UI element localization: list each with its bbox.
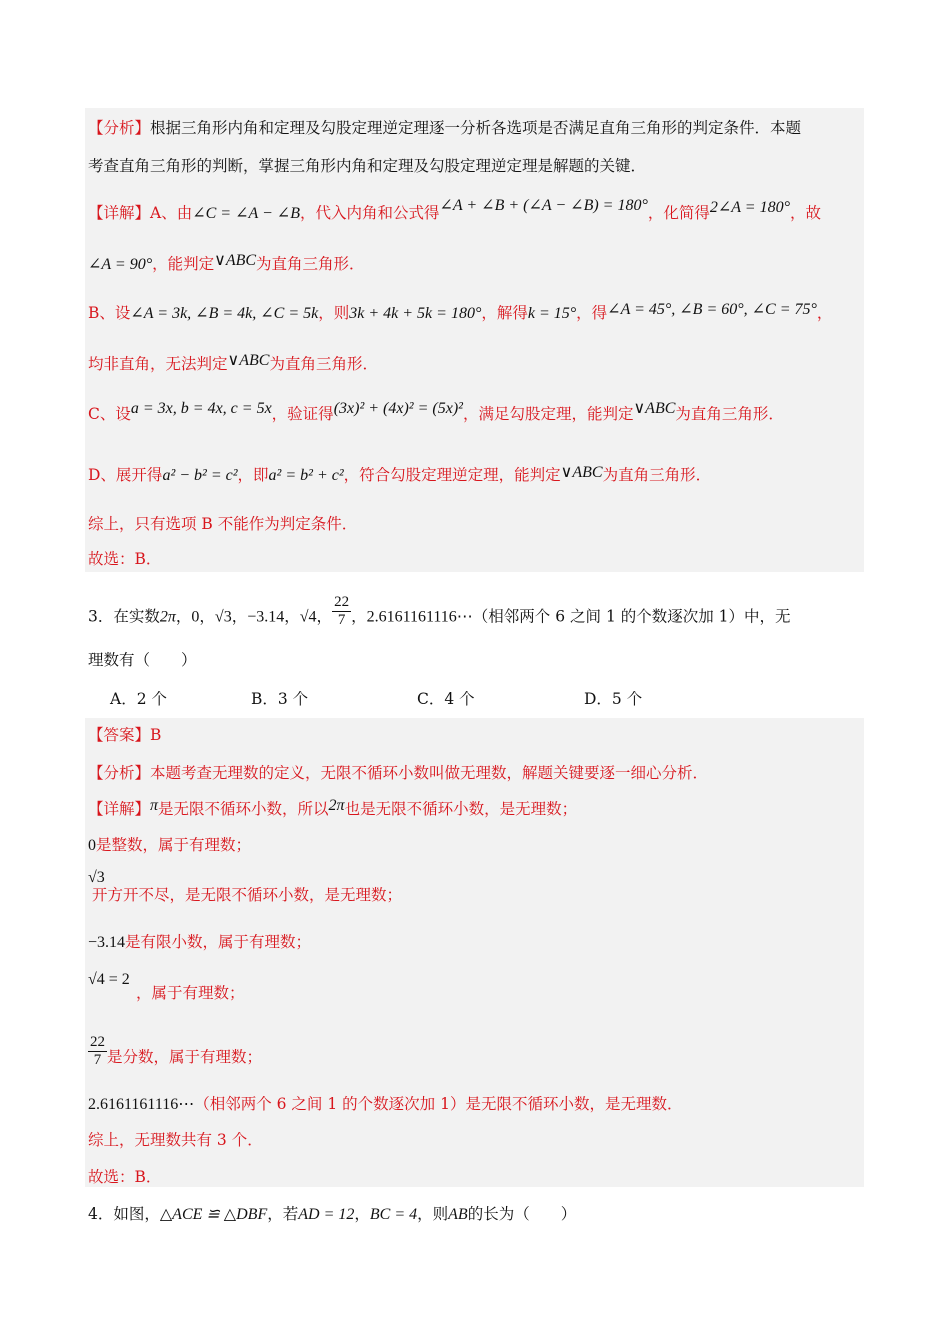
- answer-tag: 【答案】: [88, 726, 151, 744]
- text: 是整数，属于有理数；: [96, 836, 252, 854]
- answer-value: B: [150, 726, 162, 744]
- number-2pi: 2π: [159, 608, 176, 626]
- choice-text: 故选：B．: [88, 1168, 162, 1186]
- detail-tag: 【详解】: [88, 800, 151, 818]
- text: ，得: [576, 304, 608, 322]
- equation-sqrt4: √4 = 2: [88, 971, 130, 988]
- analysis-line-2: [88, 155, 860, 177]
- detail-line-4: [88, 931, 860, 954]
- text: ，即: [237, 466, 269, 484]
- text: 为直角三角形．: [602, 466, 712, 484]
- fraction-denominator: 7: [337, 612, 346, 628]
- equation: a² = b² + c²: [268, 467, 344, 484]
- separator: ，: [351, 607, 367, 626]
- text: 为直角三角形．: [256, 255, 365, 273]
- text: 是分数，属于有理数；: [107, 1047, 263, 1066]
- option-a-label: A、由: [150, 204, 193, 222]
- equation: BC = 4: [369, 1206, 418, 1223]
- text: ，代入内角和公式得: [299, 204, 440, 222]
- equation: 2∠A = 180°: [709, 199, 790, 216]
- solution-block-q2: [85, 108, 864, 572]
- choice-text: 故选：B．: [88, 550, 162, 568]
- detail-tag: 【详解】: [88, 204, 151, 222]
- text: ，解得: [481, 304, 528, 322]
- text: ，故: [789, 204, 821, 222]
- choice-line: [88, 1166, 860, 1188]
- option-b[interactable]: B．3 个: [251, 690, 309, 708]
- option-a[interactable]: A．2 个: [110, 690, 167, 708]
- summary-line: [88, 513, 860, 535]
- analysis-text: 本题考查无理数的定义，无限不循环小数叫做无理数，解题关键要逐一细心分析．: [150, 764, 709, 782]
- text: （相邻两个 6 之间 1 的个数逐次加 1）是无限不循环小数，是无理数．: [194, 1095, 683, 1113]
- equation: ∠C = ∠A − ∠B: [192, 205, 300, 222]
- triangle-label: ∨ABC: [633, 400, 676, 417]
- number-sqrt3: √3: [88, 869, 105, 886]
- text: 为直角三角形．: [675, 405, 784, 423]
- option-c[interactable]: C．4 个: [417, 690, 475, 708]
- text: 也是无限不循环小数，是无理数；: [344, 800, 578, 818]
- text: 为直角三角形．: [269, 355, 378, 373]
- equation: ∠A + ∠B + (∠A − ∠B) = 180°: [439, 197, 648, 214]
- question-4-line: [88, 1203, 860, 1226]
- separator: ，: [175, 607, 192, 626]
- number-sqrt3: √3: [214, 608, 232, 626]
- text: ，若: [267, 1205, 299, 1223]
- equation: (3x)² + (4x)² = (5x)²: [333, 400, 463, 417]
- fraction-numerator: 22: [334, 594, 350, 610]
- fraction-denominator: 7: [93, 1052, 102, 1068]
- text: 的长为（ ）: [467, 1205, 577, 1223]
- separator: ，: [284, 607, 300, 626]
- detail-line-1: [88, 798, 860, 821]
- text: ，能判定: [152, 255, 215, 273]
- text: ，则: [417, 1205, 449, 1223]
- number-zero: 0: [88, 837, 96, 854]
- equation: AD = 12: [298, 1206, 355, 1223]
- detail-line-7: [88, 1093, 860, 1116]
- analysis-text-2: 考查直角三角形的判断，掌握三角形内角和定理及勾股定理逆定理是解题的关键．: [88, 157, 647, 175]
- detail-line-b2: [88, 353, 860, 376]
- question-3-line-1: [88, 594, 860, 635]
- text: ，化简得: [647, 204, 710, 222]
- equation: a = 3x, b = 4x, c = 5x: [130, 400, 272, 417]
- choice-line: [88, 548, 860, 570]
- analysis-tag: 【分析】: [88, 119, 151, 137]
- number-neg-314: −3.14: [88, 934, 126, 951]
- text: ，验证得: [271, 405, 334, 423]
- summary-text: 综上，无理数共有 3 个．: [88, 1131, 263, 1149]
- detail-line-b1: [88, 302, 860, 325]
- text: 理数有（ ）: [88, 651, 197, 669]
- detail-line-d: [88, 464, 860, 487]
- option-b-label: B、设: [88, 304, 131, 322]
- text: ，符合勾股定理逆定理，能判定: [343, 466, 561, 484]
- summary-text: 综上，只有选项 B 不能作为判定条件．: [88, 515, 358, 533]
- number-2pi: 2π: [328, 797, 345, 814]
- text: ，则: [318, 304, 350, 322]
- number-decimal: 2.6161161116⋯: [366, 608, 473, 626]
- text: ，属于有理数；: [136, 984, 245, 1002]
- detail-line-a1: [88, 197, 860, 225]
- analysis-tag: 【分析】: [88, 764, 151, 782]
- text: 是无限不循环小数，所以: [158, 800, 329, 818]
- equation: a² − b² = c²: [162, 467, 238, 484]
- detail-line-a2: [88, 253, 860, 276]
- text: ，满足勾股定理，能判定: [462, 405, 634, 423]
- separator: ，: [231, 607, 248, 626]
- equation: ∠A = 45°, ∠B = 60°, ∠C = 75°: [607, 301, 817, 318]
- triangle-label: ∨ABC: [214, 252, 257, 269]
- number-sqrt4: √4: [299, 608, 317, 626]
- fraction-22-7: [332, 594, 351, 629]
- separator: ，: [354, 1205, 370, 1223]
- summary-line: [88, 1129, 860, 1151]
- fraction-numerator: 22: [90, 1034, 105, 1050]
- separator: ，: [316, 607, 333, 626]
- number-decimal: 2.6161161116⋯: [88, 1096, 195, 1113]
- text: 开方开不尽，是无限不循环小数，是无理数；: [92, 886, 403, 904]
- triangle-label: ∨ABC: [227, 352, 270, 369]
- detail-line-3: [88, 884, 860, 906]
- option-c-label: C、设: [88, 405, 131, 423]
- equation: 3k + 4k + 5k = 180°: [349, 305, 482, 322]
- fraction-22-7: [88, 1034, 107, 1069]
- option-d[interactable]: D．5 个: [584, 690, 643, 708]
- number-neg-314: −3.14: [247, 608, 285, 626]
- equation: ∠A = 90°: [88, 256, 153, 273]
- triangle-label: ∨ABC: [560, 464, 603, 481]
- option-d-label: D、展开得: [88, 466, 163, 484]
- equation: ∠A = 3k, ∠B = 4k, ∠C = 5k: [130, 305, 319, 322]
- number-zero: 0: [191, 608, 200, 626]
- detail-line-5: [88, 982, 860, 1004]
- detail-line-c: [88, 400, 860, 426]
- detail-line-6: [88, 1034, 860, 1069]
- analysis-line: [88, 762, 860, 784]
- answer-line: [88, 724, 860, 746]
- congruence-statement: △ACE ≌ △DBF: [159, 1206, 268, 1223]
- pi-symbol: π: [150, 797, 159, 814]
- question-number: 4．如图，: [88, 1205, 160, 1223]
- text: ，: [816, 304, 833, 322]
- text: 是有限小数，属于有理数；: [125, 933, 312, 951]
- detail-line-2: [88, 834, 860, 857]
- text: （相邻两个 6 之间 1 的个数逐次加 1）中，无: [472, 607, 791, 626]
- question-number: 3．在实数: [88, 607, 160, 626]
- text: 均非直角，无法判定: [88, 355, 228, 373]
- separator: ，: [199, 607, 215, 626]
- question-3-line-2: [88, 649, 860, 671]
- analysis-text-1: 根据三角形内角和定理及勾股定理逆定理逐一分析各选项是否满足直角三角形的判定条件．本题: [150, 119, 802, 137]
- equation: k = 15°: [527, 305, 577, 322]
- analysis-line-1: [88, 117, 860, 139]
- segment-label: AB: [448, 1206, 468, 1223]
